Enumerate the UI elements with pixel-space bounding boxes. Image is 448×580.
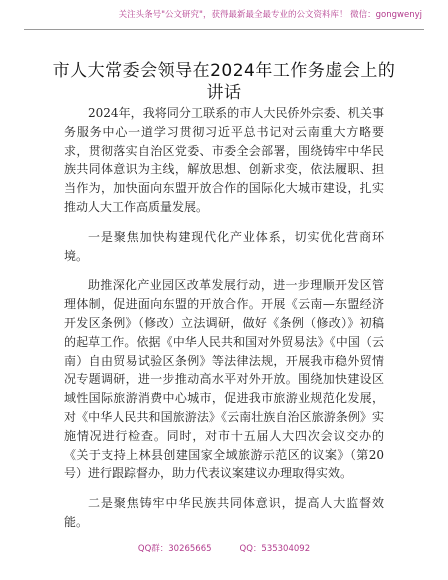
document-body: [64, 104, 384, 532]
document-title: 市人大常委会领导在2024年工作务虚会上的讲话: [52, 61, 396, 103]
header-divider: [24, 29, 424, 30]
paragraph: 2024年，我将同分工联系的市人大民侨外宗委、机关事务服务中心一道学习贯彻习近平总书记对云南重大方略要求，贯彻落实自治区党委、市委全会部署，围绕铸牢中华民族共同体意识为主线，解放思想、创新求变，依法履职、担当作为，加快面向东盟开放合作的国际化大城市建设，扎实推动人大工作高质量发展。: [64, 106, 384, 214]
paragraph-heading: 二是聚焦铸牢中华民族共同体意识，提高人大监督效能。: [64, 496, 384, 529]
header-banner: 关注头条号"公文研究"，获得最新最全最专业的公文资料库！ 微信：gongwenyj: [118, 10, 422, 20]
footer-qq-group: QQ群：30265665: [137, 544, 212, 554]
paragraph-heading: 一是聚焦加快构建现代化产业体系，切实优化营商环境。: [64, 229, 384, 263]
footer-qq: QQ：535304092: [239, 544, 311, 554]
paragraph: 助推深化产业园区改革发展行动，进一步理顺开发区管理体制，促进面向东盟的开放合作。开展《云南—东盟经济开发区条例》（修改）立法调研，做好《条例（修改）》初稿的起草工作。依据《中华人民共和国对外贸易法》《中国（云南）自由贸易试验区条例》等法律法规，开展我市稳外贸情况专题调研，进一步推动高水平对外开放。围绕加快建设区域性国际旅游消费中心城市，促进我市旅游业规范化发展，对《中华人民共和国旅游法》《云南壮族自治区旅游条例》实施情况进行检查。同时，对市十五届人大四次会议交办的《关于支持上林县创建国家全域旅游示范区的议案》（第20号）进行跟踪督办，助力代表议案建议办理取得实效。: [64, 278, 384, 481]
footer-contact: [0, 543, 448, 555]
